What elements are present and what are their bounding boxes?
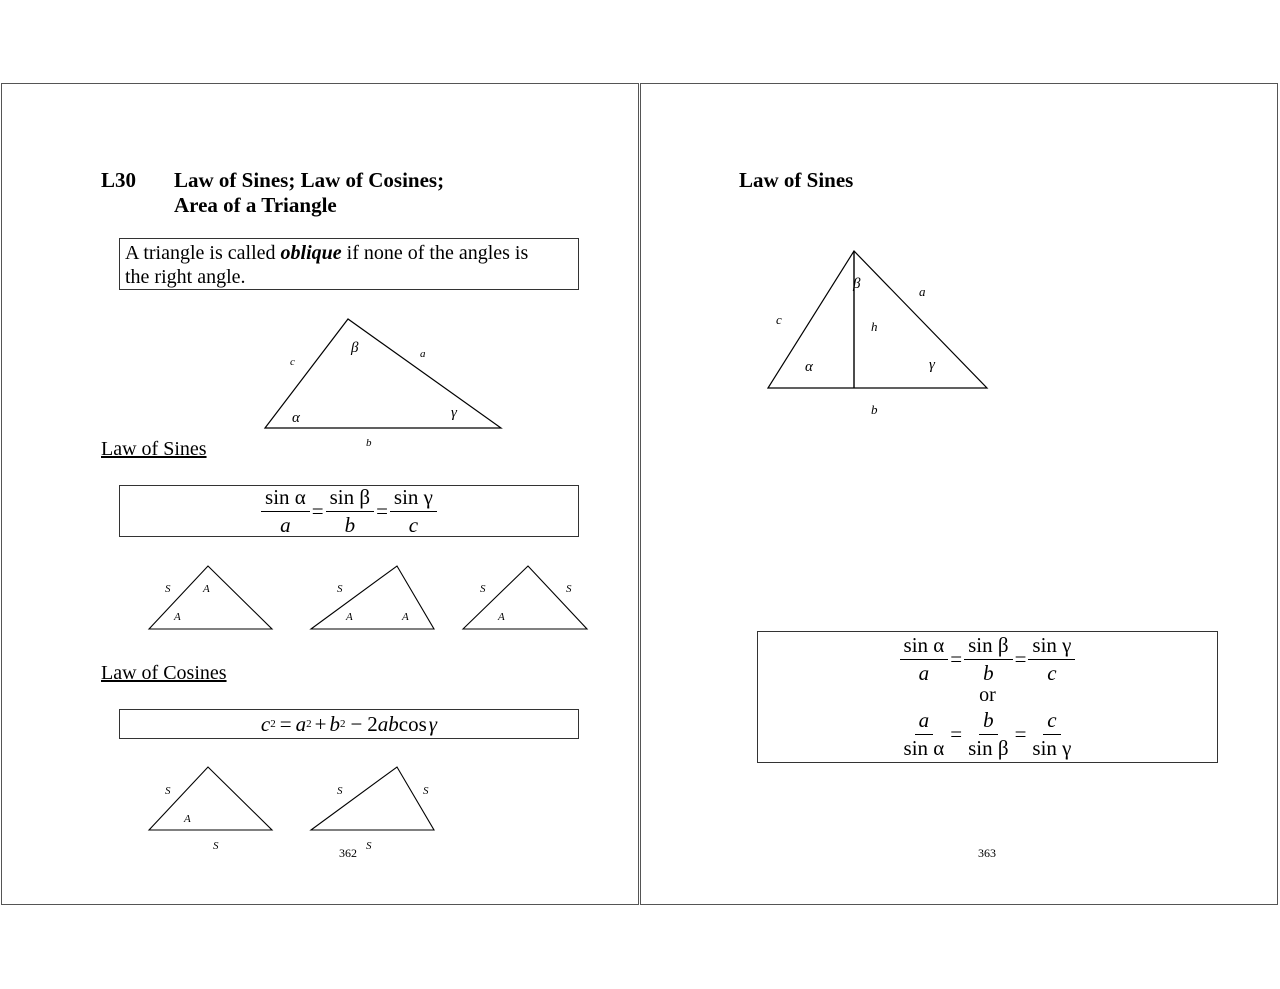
sines-row-2 [758, 708, 1217, 761]
r1-den-a: a [918, 661, 930, 685]
r2-ratio-b [964, 708, 1012, 761]
or-text: or [979, 684, 996, 706]
cos-case-triangle-2 [311, 767, 434, 852]
r2-den-gamma: sin γ [1032, 736, 1072, 760]
cos-case-triangle-1 [149, 767, 272, 852]
definition-text-line2: the right angle. [125, 266, 246, 288]
law-of-cosines-heading: Law of Cosines [101, 662, 227, 684]
side-a-label: a [420, 348, 426, 360]
gamma-label: γ [451, 405, 457, 421]
definition-text-before: A triangle is called [125, 242, 281, 264]
ratio-alpha-num: sin α [261, 485, 310, 512]
side-b-label: b [871, 402, 878, 417]
side-b-label: b [366, 437, 372, 449]
law-of-sines-heading: Law of Sines [101, 438, 207, 460]
alpha-label: α [292, 410, 300, 426]
case1-side-label: S [165, 583, 171, 595]
right-heading: Law of Sines [739, 168, 854, 192]
cos-minus: − [350, 711, 363, 736]
case2-angle-left-label: A [346, 611, 353, 623]
equals-sign: = [311, 498, 324, 523]
cos-plus: + [314, 711, 327, 736]
r1-den-c: c [1047, 661, 1057, 685]
cosines-cases-diagram [2, 84, 640, 906]
law-of-sines-full-box [757, 631, 1218, 763]
r2-num-c: c [1043, 708, 1060, 735]
left-page [1, 83, 639, 905]
cos-case1-side-bottom-label: S [213, 840, 219, 852]
altitude-triangle-diagram [641, 84, 1279, 906]
side-c-label: c [776, 312, 782, 327]
cos-case1-angle-label: A [184, 813, 191, 825]
r1-ratio-beta [964, 633, 1012, 686]
altitude-triangle [768, 251, 987, 388]
r1-num-gamma: sin γ [1028, 633, 1075, 660]
beta-label: β [351, 340, 359, 356]
equals-sign: = [1014, 722, 1027, 746]
r1-num-beta: sin β [964, 633, 1012, 660]
r1-num-alpha: sin α [900, 633, 949, 660]
sines-row-1 [758, 633, 1217, 686]
r1-den-b: b [983, 661, 994, 685]
right-page [640, 83, 1278, 905]
cos-equals: = [279, 711, 292, 736]
equals-sign: = [1014, 647, 1027, 671]
cos-gamma: γ [428, 711, 438, 736]
ratio-beta-num: sin β [326, 485, 374, 512]
cos-ab: ab [377, 711, 399, 736]
definition-term: oblique [280, 242, 342, 264]
case3-side-left-label: S [480, 583, 486, 595]
r2-ratio-a [900, 708, 949, 761]
definition-text-after: if none of the angles is [341, 242, 529, 264]
cos-a: a [295, 711, 307, 736]
side-c-label: c [290, 356, 295, 368]
case1-angle-top-label: A [203, 583, 210, 595]
cos-case2-side-right-label: S [423, 785, 429, 797]
lesson-number: L30 [101, 168, 137, 192]
r2-num-b: b [979, 708, 998, 735]
equals-sign: = [950, 722, 963, 746]
r2-den-alpha: sin α [903, 736, 945, 760]
r2-num-a: a [915, 708, 934, 735]
beta-label: β [853, 276, 861, 292]
cos-func: cos [398, 711, 427, 736]
height-h-label: h [871, 319, 878, 334]
cos-a-sup: 2 [306, 718, 312, 730]
cos-lhs-sup: 2 [270, 718, 276, 730]
alpha-label: α [805, 359, 813, 375]
cos-lhs-c: c [260, 711, 271, 736]
page-number-left: 362 [339, 846, 357, 860]
cos-case2-side-left-label: S [337, 785, 343, 797]
case1-angle-left-label: A [174, 611, 181, 623]
r2-ratio-c [1028, 708, 1075, 761]
case3-side-right-label: S [566, 583, 572, 595]
r1-ratio-gamma [1028, 633, 1075, 686]
lesson-title-line2: Area of a Triangle [174, 193, 337, 217]
page-number-right: 363 [978, 846, 996, 860]
r2-den-beta: sin β [968, 736, 1009, 760]
equals-sign: = [376, 498, 388, 523]
side-a-label: a [919, 284, 926, 299]
gamma-label: γ [929, 357, 935, 373]
ratio-alpha-den: a [280, 512, 291, 537]
ratio-gamma-den: c [408, 512, 419, 537]
cos-b-sup: 2 [339, 718, 346, 730]
lesson-title-line1: Law of Sines; Law of Cosines; [174, 168, 445, 192]
cos-b: b [329, 711, 340, 736]
cos-case1-side-left-label: S [165, 785, 171, 797]
cos-case2-side-bottom-label: S [366, 840, 372, 852]
ratio-beta-den: b [344, 512, 356, 537]
case2-angle-right-label: A [402, 611, 409, 623]
r1-ratio-alpha [900, 633, 949, 686]
case2-side-label: S [337, 583, 343, 595]
equals-sign: = [950, 647, 963, 671]
case3-angle-label: A [498, 611, 505, 623]
ratio-gamma-num: sin γ [390, 485, 437, 512]
cos-coef: 2 [367, 711, 378, 736]
